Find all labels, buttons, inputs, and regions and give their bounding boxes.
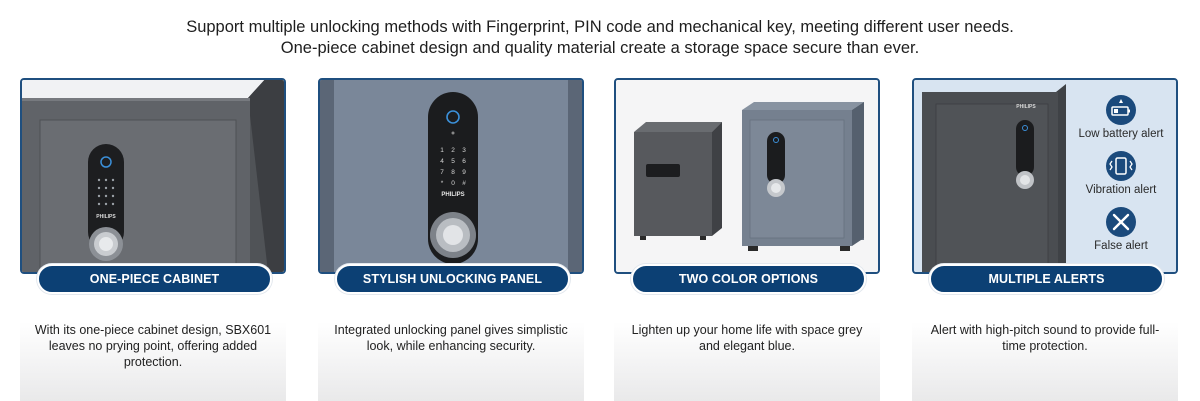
intro-line-1: Support multiple unlocking methods with Fingerprint, PIN code and mechanical key, meeting different user needs. [186, 18, 1014, 36]
card-image-frame [912, 78, 1178, 274]
alert-label: False alert [1094, 240, 1148, 252]
card-image-frame [614, 78, 880, 274]
brand-mark: PHILIPS [1016, 104, 1036, 110]
svg-text:4: 4 [440, 158, 444, 165]
svg-text:#: # [462, 180, 466, 187]
card-title-one-piece-cabinet: ONE-PIECE CABINET [37, 264, 272, 294]
card-image-frame [318, 78, 584, 274]
svg-text:9: 9 [462, 169, 466, 176]
intro-line-2: One-piece cabinet design and quality material create a storage space secure than ever. [280, 39, 920, 57]
card-description: With its one-piece cabinet design, SBX601 leaves no prying point, offering added protection. [34, 323, 272, 369]
svg-text:5: 5 [451, 158, 455, 165]
svg-text:*: * [440, 180, 444, 187]
card-description: Lighten up your home life with space grey and elegant blue. [631, 323, 863, 353]
svg-text:8: 8 [451, 169, 455, 176]
brand-mark: PHILIPS [441, 192, 465, 198]
svg-text:1: 1 [440, 147, 444, 154]
close-icon [1066, 206, 1176, 240]
two-color-safes-image [616, 80, 878, 272]
alert-label: Vibration alert [1085, 184, 1157, 196]
brand-mark: PHILIPS [96, 214, 116, 220]
safe-cabinet-image [22, 80, 284, 272]
svg-text:2: 2 [451, 147, 455, 154]
card-image-frame [20, 78, 286, 274]
card-description: Alert with high-pitch sound to provide full-time protection. [930, 323, 1160, 353]
svg-text:0: 0 [451, 180, 455, 187]
feature-card-one-piece-cabinet [20, 78, 286, 401]
svg-text:6: 6 [462, 158, 466, 165]
feature-card-multiple-alerts [912, 78, 1178, 401]
feature-card-two-color-options [614, 78, 880, 401]
card-title-stylish-unlocking-panel: STYLISH UNLOCKING PANEL [335, 264, 570, 294]
intro-text [0, 17, 1200, 59]
alert-label: Low battery alert [1078, 128, 1164, 140]
unlocking-panel-image [320, 80, 582, 272]
alert-false [1066, 206, 1176, 252]
alert-vibration [1066, 150, 1176, 196]
battery-icon [1066, 94, 1176, 128]
svg-text:7: 7 [440, 169, 444, 176]
card-title-two-color-options: TWO COLOR OPTIONS [631, 264, 866, 294]
card-title-multiple-alerts: MULTIPLE ALERTS [929, 264, 1164, 294]
svg-text:3: 3 [462, 147, 466, 154]
vibration-icon [1066, 150, 1176, 184]
feature-card-stylish-unlocking-panel [318, 78, 584, 401]
card-description: Integrated unlocking panel gives simplistic look, while enhancing security. [334, 323, 568, 353]
alert-low-battery [1066, 94, 1176, 140]
